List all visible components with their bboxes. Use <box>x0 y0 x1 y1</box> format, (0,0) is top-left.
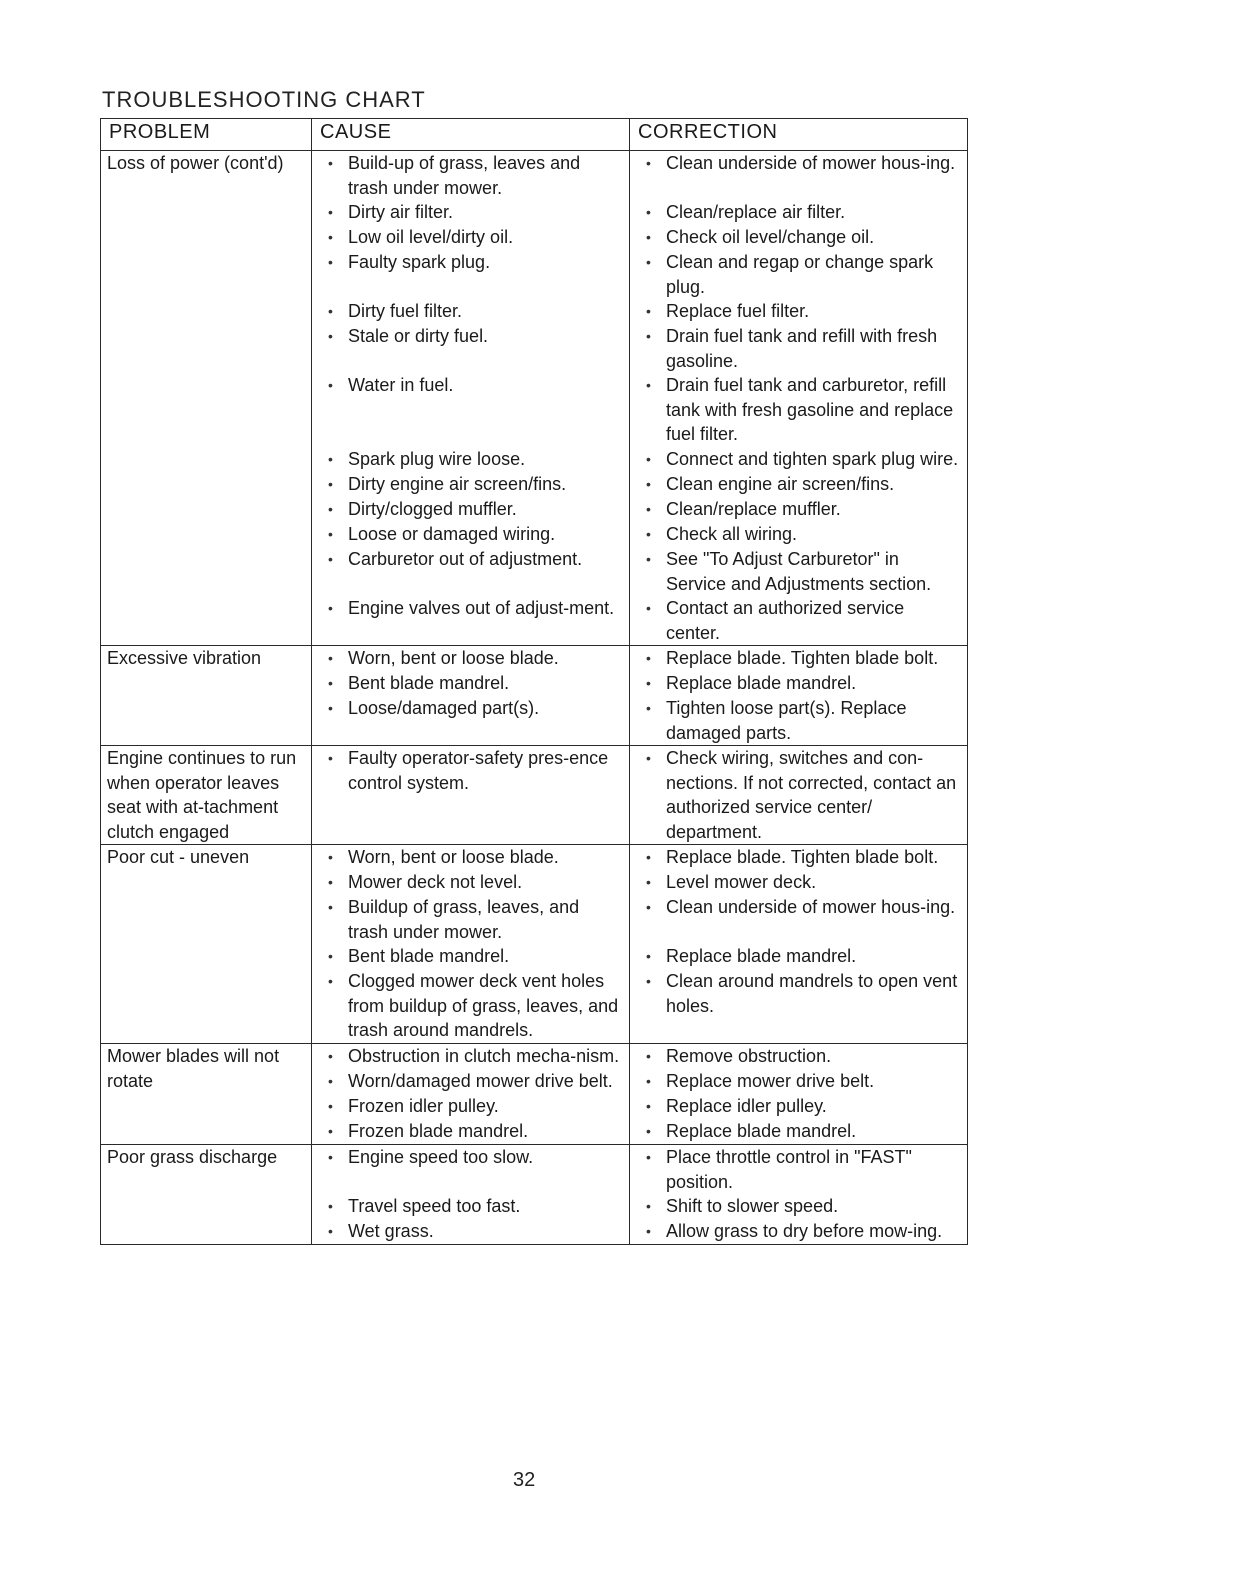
correction-cell <box>630 845 968 1044</box>
cause-item-text: Frozen idler pulley. <box>348 1096 499 1116</box>
correction-list <box>636 746 961 844</box>
correction-list <box>636 646 961 745</box>
cause-item <box>318 671 623 696</box>
cause-item <box>318 151 623 200</box>
cause-item-text: Engine speed too slow. <box>348 1147 534 1167</box>
cause-cell <box>312 151 630 646</box>
cause-item <box>318 250 623 299</box>
correction-item-text: Contact an authorized service center. <box>666 598 905 643</box>
correction-item <box>636 845 961 870</box>
cause-item <box>318 870 623 895</box>
bullet-icon: • <box>328 973 333 989</box>
problem-cell: Engine continues to run when operator leaves seat with at-tachment clutch engaged <box>101 746 312 845</box>
correction-item <box>636 497 961 522</box>
cause-item-text: Bent blade mandrel. <box>348 946 510 966</box>
bullet-icon: • <box>328 377 333 393</box>
table-row <box>101 151 968 646</box>
cause-item-text: Dirty engine air screen/fins. <box>348 474 567 494</box>
correction-item-text: Shift to slower speed. <box>666 1196 839 1216</box>
correction-item <box>636 299 961 324</box>
correction-item <box>636 1219 961 1244</box>
bullet-icon: • <box>646 204 651 220</box>
bullet-icon: • <box>328 303 333 319</box>
bullet-icon: • <box>328 899 333 915</box>
bullet-icon: • <box>328 328 333 344</box>
bullet-icon: • <box>328 551 333 567</box>
cause-item <box>318 696 623 745</box>
chart-title: TROUBLESHOOTING CHART <box>102 87 426 112</box>
correction-item <box>636 646 961 671</box>
bullet-icon: • <box>328 750 333 766</box>
cause-item-text: Buildup of grass, leaves, and trash under mower. <box>348 897 580 942</box>
bullet-icon: • <box>328 229 333 245</box>
cause-item-text: Dirty air filter. <box>348 202 454 222</box>
bullet-icon: • <box>646 675 651 691</box>
correction-item <box>636 969 961 1043</box>
bullet-icon: • <box>328 1198 333 1214</box>
bullet-icon: • <box>646 451 651 467</box>
correction-item-text: Clean/replace muffler. <box>666 499 841 519</box>
bullet-icon: • <box>646 1098 651 1114</box>
correction-item-text: Replace blade. Tighten blade bolt. <box>666 648 939 668</box>
correction-list <box>636 151 961 645</box>
bullet-icon: • <box>646 377 651 393</box>
cause-list <box>318 1044 623 1144</box>
cause-item-text: Water in fuel. <box>348 375 454 395</box>
problem-cell: Excessive vibration <box>101 646 312 746</box>
cause-list <box>318 1145 623 1244</box>
cause-item-text: Worn/damaged mower drive belt. <box>348 1071 613 1091</box>
problem-cell: Poor cut - uneven <box>101 845 312 1044</box>
cause-item <box>318 447 623 472</box>
cause-item <box>318 1145 623 1194</box>
bullet-icon: • <box>328 155 333 171</box>
bullet-icon: • <box>328 1073 333 1089</box>
table-header-row <box>101 119 968 151</box>
bullet-icon: • <box>646 1048 651 1064</box>
correction-item <box>636 1145 961 1194</box>
correction-item <box>636 200 961 225</box>
bullet-icon: • <box>646 303 651 319</box>
correction-cell <box>630 151 968 646</box>
cause-item <box>318 969 623 1043</box>
bullet-icon: • <box>646 229 651 245</box>
cause-list <box>318 746 623 844</box>
correction-item <box>636 746 961 844</box>
bullet-icon: • <box>646 155 651 171</box>
bullet-icon: • <box>328 1149 333 1165</box>
bullet-icon: • <box>328 874 333 890</box>
bullet-icon: • <box>646 1123 651 1139</box>
bullet-icon: • <box>328 1098 333 1114</box>
correction-item-text: Clean underside of mower hous-ing. <box>666 153 956 173</box>
cause-item <box>318 1044 623 1069</box>
correction-item-text: Replace blade. Tighten blade bolt. <box>666 847 939 867</box>
correction-item <box>636 1069 961 1094</box>
correction-item-text: Clean underside of mower hous-ing. <box>666 897 956 917</box>
cause-item <box>318 299 623 324</box>
table-body <box>101 151 968 1245</box>
cause-item <box>318 845 623 870</box>
correction-item <box>636 522 961 547</box>
correction-item <box>636 1044 961 1069</box>
correction-item-text: Replace idler pulley. <box>666 1096 827 1116</box>
correction-item-text: Place throttle control in "FAST" position. <box>666 1147 912 1192</box>
bullet-icon: • <box>328 948 333 964</box>
cause-item-text: Loose/damaged part(s). <box>348 698 540 718</box>
cause-item-text: Wet grass. <box>348 1221 434 1241</box>
bullet-icon: • <box>646 526 651 542</box>
troubleshooting-table <box>100 118 968 1245</box>
cause-item <box>318 596 623 645</box>
cause-item <box>318 1194 623 1219</box>
correction-item-text: Check wiring, switches and con-nections. If not corrected, contact an authorized service center/ department. <box>666 748 957 842</box>
correction-item <box>636 944 961 969</box>
correction-item <box>636 472 961 497</box>
cause-item <box>318 522 623 547</box>
correction-item-text: Clean/replace air filter. <box>666 202 846 222</box>
correction-item-text: Check all wiring. <box>666 524 798 544</box>
bullet-icon: • <box>328 254 333 270</box>
correction-cell <box>630 1044 968 1145</box>
correction-item-text: Drain fuel tank and refill with fresh gasoline. <box>666 326 938 371</box>
correction-item <box>636 1194 961 1219</box>
cause-item-text: Faulty spark plug. <box>348 252 491 272</box>
cause-item <box>318 944 623 969</box>
correction-item <box>636 596 961 645</box>
page-number: 32 <box>513 1469 536 1491</box>
cause-cell <box>312 646 630 746</box>
cause-item-text: Clogged mower deck vent holes from buildup of grass, leaves, and trash around mandrels. <box>348 971 619 1040</box>
bullet-icon: • <box>646 650 651 666</box>
correction-item-text: Level mower deck. <box>666 872 817 892</box>
correction-item-text: Replace fuel filter. <box>666 301 810 321</box>
correction-item-text: Tighten loose part(s). Replace damaged parts. <box>666 698 907 743</box>
bullet-icon: • <box>646 973 651 989</box>
table-row <box>101 646 968 746</box>
cause-item-text: Spark plug wire loose. <box>348 449 526 469</box>
correction-item-text: Replace blade mandrel. <box>666 1121 857 1141</box>
bullet-icon: • <box>328 849 333 865</box>
problem-cell: Poor grass discharge <box>101 1145 312 1245</box>
cause-item-text: Build-up of grass, leaves and trash under mower. <box>348 153 581 198</box>
cause-item-text: Stale or dirty fuel. <box>348 326 489 346</box>
bullet-icon: • <box>328 204 333 220</box>
correction-item-text: Replace blade mandrel. <box>666 673 857 693</box>
cause-list <box>318 845 623 1043</box>
problem-cell: Loss of power (cont'd) <box>101 151 312 646</box>
correction-item <box>636 696 961 745</box>
cause-cell <box>312 746 630 845</box>
table-row <box>101 845 968 1044</box>
bullet-icon: • <box>646 254 651 270</box>
cause-list <box>318 646 623 745</box>
cause-item <box>318 472 623 497</box>
correction-column-header: CORRECTION <box>630 119 968 151</box>
cause-item-text: Frozen blade mandrel. <box>348 1121 529 1141</box>
correction-cell <box>630 746 968 845</box>
bullet-icon: • <box>646 476 651 492</box>
cause-item-text: Loose or damaged wiring. <box>348 524 556 544</box>
bullet-icon: • <box>646 1149 651 1165</box>
cause-item-text: Engine valves out of adjust-ment. <box>348 598 615 618</box>
cause-cell <box>312 1145 630 1245</box>
cause-item <box>318 497 623 522</box>
cause-item <box>318 200 623 225</box>
correction-list <box>636 845 961 1043</box>
cause-item-text: Mower deck not level. <box>348 872 523 892</box>
bullet-icon: • <box>646 700 651 716</box>
cause-item <box>318 646 623 671</box>
correction-item-text: See "To Adjust Carburetor" in Service and Adjustments section. <box>666 549 932 594</box>
cause-item-text: Faulty operator-safety pres-ence control system. <box>348 748 609 793</box>
correction-item <box>636 151 961 200</box>
cause-item <box>318 1094 623 1119</box>
cause-item-text: Dirty/clogged muffler. <box>348 499 517 519</box>
cause-cell <box>312 845 630 1044</box>
correction-item <box>636 225 961 250</box>
cause-item <box>318 746 623 844</box>
problem-column-header: PROBLEM <box>101 119 312 151</box>
correction-item <box>636 447 961 472</box>
bullet-icon: • <box>328 451 333 467</box>
bullet-icon: • <box>328 1123 333 1139</box>
bullet-icon: • <box>646 1073 651 1089</box>
cause-item-text: Dirty fuel filter. <box>348 301 463 321</box>
correction-item-text: Clean and regap or change spark plug. <box>666 252 934 297</box>
bullet-icon: • <box>328 526 333 542</box>
cause-item <box>318 373 623 447</box>
cause-item <box>318 547 623 596</box>
correction-cell <box>630 646 968 746</box>
bullet-icon: • <box>646 874 651 890</box>
bullet-icon: • <box>646 1223 651 1239</box>
cause-cell <box>312 1044 630 1145</box>
cause-list <box>318 151 623 645</box>
bullet-icon: • <box>646 600 651 616</box>
correction-item <box>636 671 961 696</box>
bullet-icon: • <box>646 750 651 766</box>
cause-item-text: Worn, bent or loose blade. <box>348 847 559 867</box>
cause-item <box>318 1069 623 1094</box>
cause-item-text: Travel speed too fast. <box>348 1196 521 1216</box>
table-row <box>101 1145 968 1245</box>
correction-item-text: Allow grass to dry before mow-ing. <box>666 1221 943 1241</box>
bullet-icon: • <box>646 849 651 865</box>
bullet-icon: • <box>328 600 333 616</box>
cause-item-text: Low oil level/dirty oil. <box>348 227 514 247</box>
correction-item <box>636 324 961 373</box>
correction-item-text: Clean around mandrels to open vent holes. <box>666 971 958 1016</box>
cause-item <box>318 895 623 944</box>
bullet-icon: • <box>646 948 651 964</box>
correction-item <box>636 870 961 895</box>
cause-item <box>318 225 623 250</box>
correction-item <box>636 1094 961 1119</box>
bullet-icon: • <box>646 551 651 567</box>
bullet-icon: • <box>328 476 333 492</box>
cause-item <box>318 1219 623 1244</box>
bullet-icon: • <box>328 675 333 691</box>
table-row <box>101 1044 968 1145</box>
bullet-icon: • <box>646 899 651 915</box>
correction-item <box>636 250 961 299</box>
cause-item-text: Carburetor out of adjustment. <box>348 549 583 569</box>
correction-item-text: Replace blade mandrel. <box>666 946 857 966</box>
correction-item-text: Replace mower drive belt. <box>666 1071 875 1091</box>
cause-item <box>318 1119 623 1144</box>
correction-list <box>636 1044 961 1144</box>
bullet-icon: • <box>328 700 333 716</box>
correction-item-text: Clean engine air screen/fins. <box>666 474 895 494</box>
bullet-icon: • <box>646 328 651 344</box>
bullet-icon: • <box>646 501 651 517</box>
correction-item <box>636 895 961 944</box>
bullet-icon: • <box>328 1048 333 1064</box>
cause-item-text: Worn, bent or loose blade. <box>348 648 559 668</box>
bullet-icon: • <box>328 1223 333 1239</box>
correction-item-text: Drain fuel tank and carburetor, refill tank with fresh gasoline and replace fuel filter. <box>666 375 954 444</box>
correction-item <box>636 547 961 596</box>
correction-list <box>636 1145 961 1244</box>
table-row <box>101 746 968 845</box>
cause-item-text: Obstruction in clutch mecha-nism. <box>348 1046 620 1066</box>
correction-item <box>636 373 961 447</box>
correction-cell <box>630 1145 968 1245</box>
problem-cell: Mower blades will not rotate <box>101 1044 312 1145</box>
cause-column-header: CAUSE <box>312 119 630 151</box>
bullet-icon: • <box>646 1198 651 1214</box>
bullet-icon: • <box>328 650 333 666</box>
correction-item <box>636 1119 961 1144</box>
cause-item <box>318 324 623 373</box>
correction-item-text: Remove obstruction. <box>666 1046 832 1066</box>
correction-item-text: Check oil level/change oil. <box>666 227 875 247</box>
bullet-icon: • <box>328 501 333 517</box>
cause-item-text: Bent blade mandrel. <box>348 673 510 693</box>
correction-item-text: Connect and tighten spark plug wire. <box>666 449 959 469</box>
